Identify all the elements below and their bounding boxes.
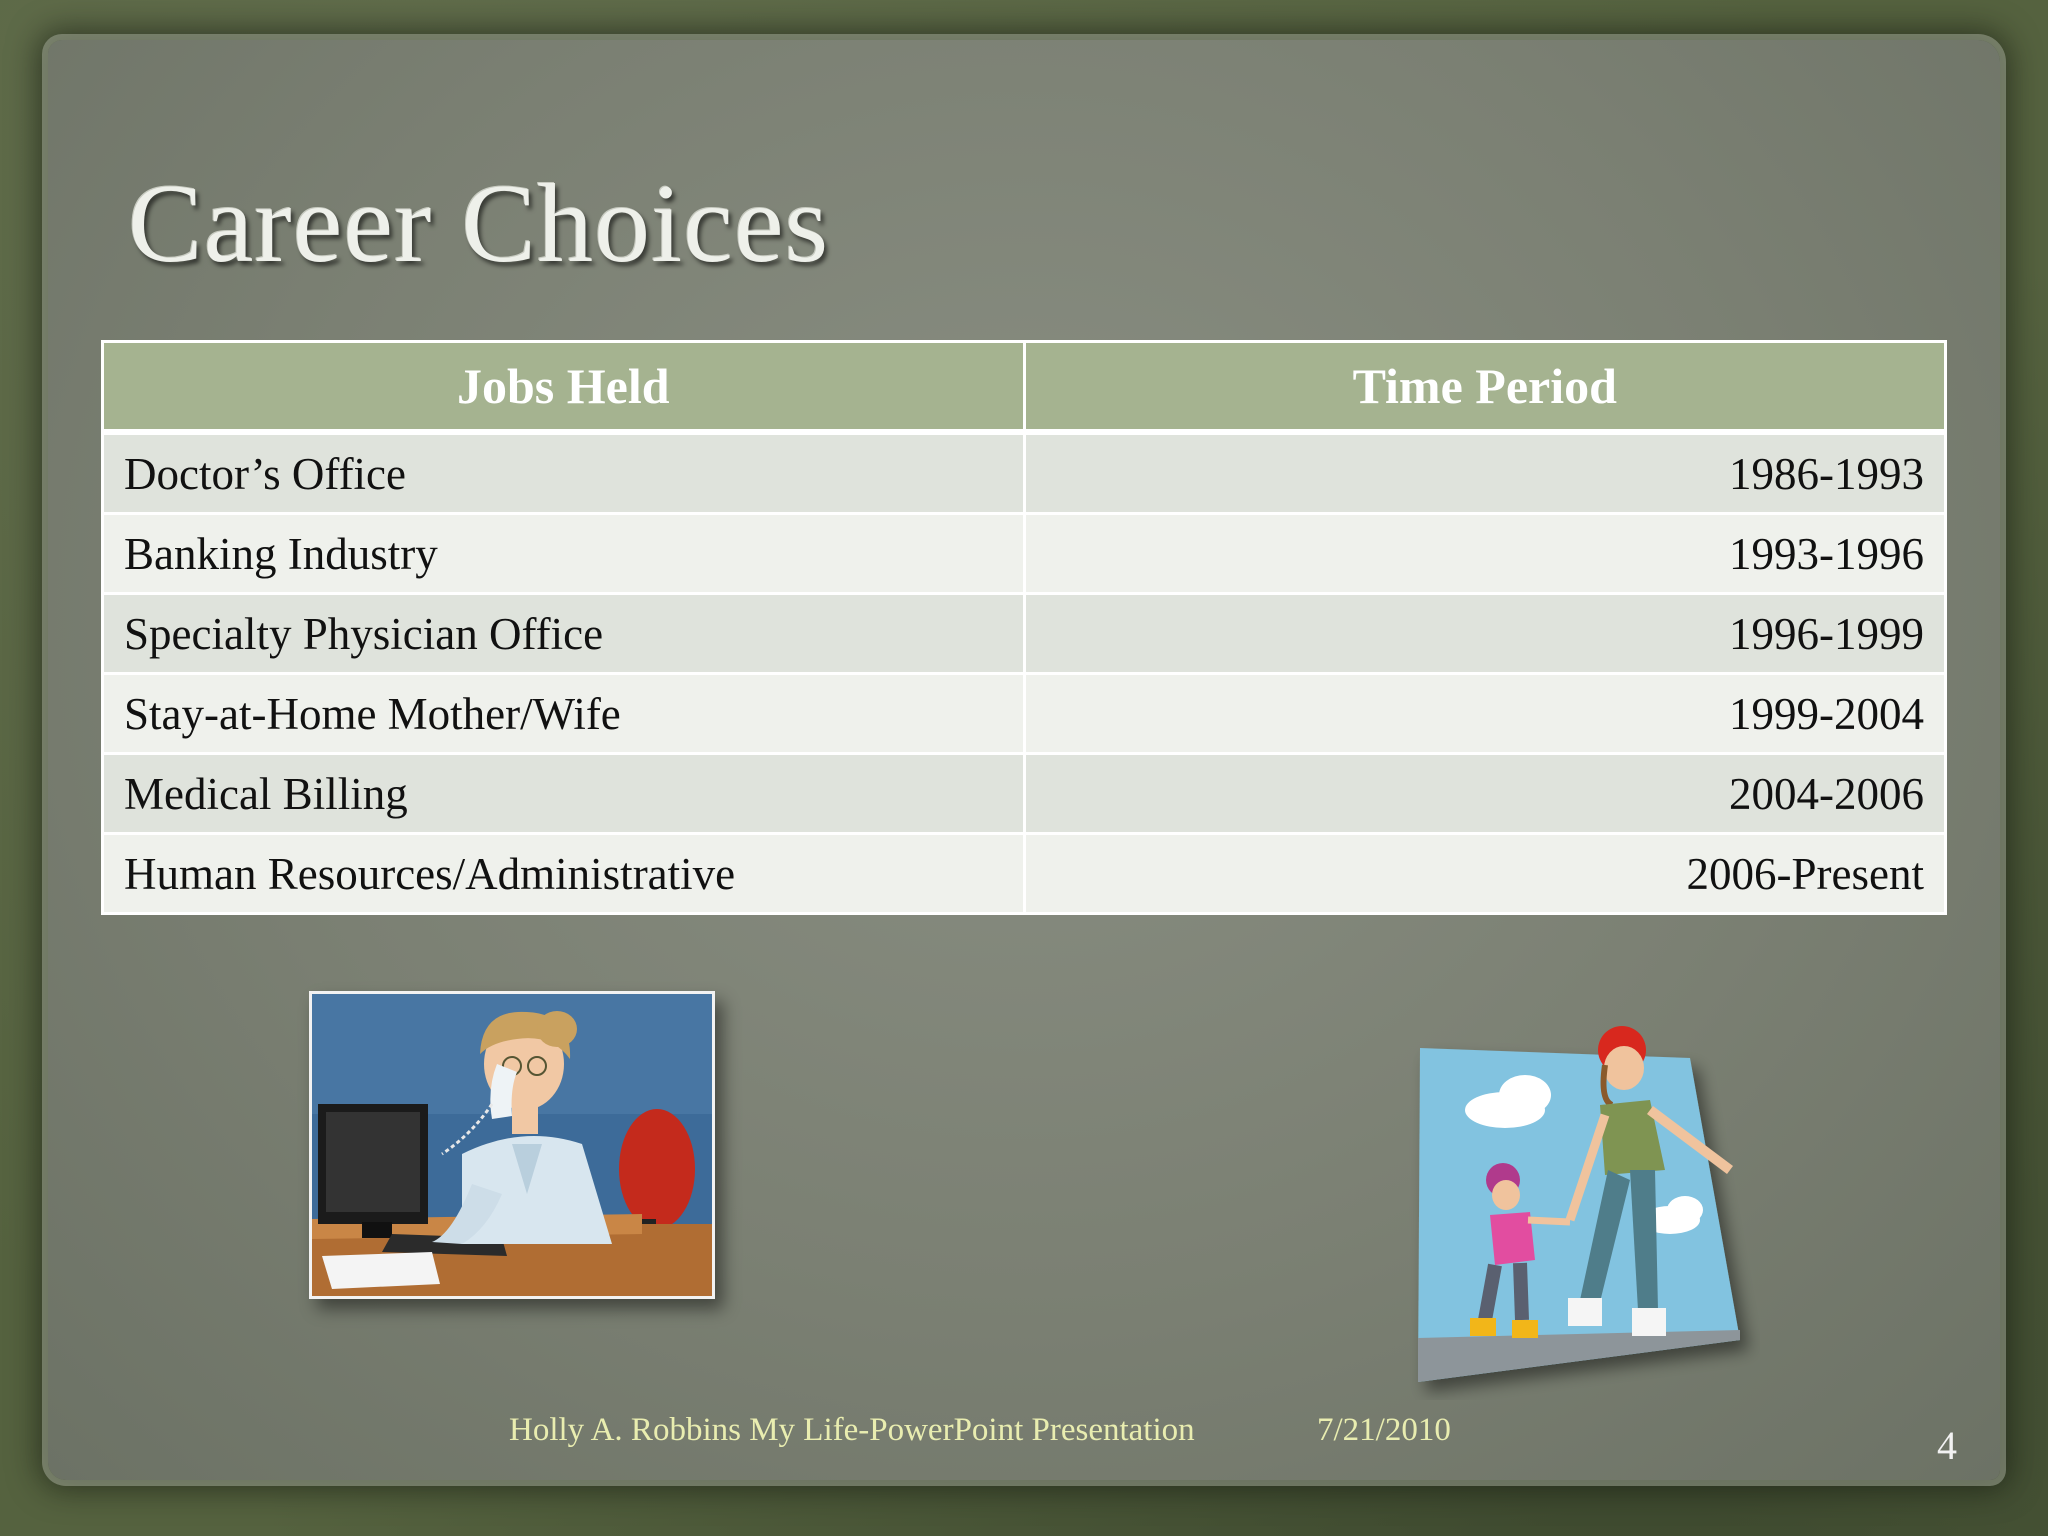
header-jobs-held: Jobs Held: [103, 342, 1025, 433]
rollerblading-image: [1400, 1020, 1760, 1400]
table-row: [103, 674, 1946, 754]
period-cell: 2006-Present: [1024, 834, 1946, 914]
table-row: [103, 754, 1946, 834]
period-cell: 1993-1996: [1024, 514, 1946, 594]
table-row: [103, 594, 1946, 674]
period-cell: 2004-2006: [1024, 754, 1946, 834]
job-cell: Banking Industry: [103, 514, 1025, 594]
job-cell: Human Resources/Administrative: [103, 834, 1025, 914]
job-cell: Doctor’s Office: [103, 432, 1025, 514]
period-cell: 1999-2004: [1024, 674, 1946, 754]
office-worker-illustration: [312, 994, 712, 1296]
table-row: [103, 834, 1946, 914]
career-table: [101, 340, 1947, 915]
table-row: [103, 514, 1946, 594]
slide-title: Career Choices: [128, 162, 830, 286]
footer-date: 7/21/2010: [1317, 1412, 1451, 1448]
job-cell: Stay-at-Home Mother/Wife: [103, 674, 1025, 754]
table-header-row: [103, 342, 1946, 433]
job-cell: Specialty Physician Office: [103, 594, 1025, 674]
office-worker-image: [309, 991, 715, 1299]
footer-presentation-title: Holly A. Robbins My Life-PowerPoint Presentation: [509, 1412, 1195, 1448]
period-cell: 1996-1999: [1024, 594, 1946, 674]
table-row: [103, 432, 1946, 514]
job-cell: Medical Billing: [103, 754, 1025, 834]
header-time-period: Time Period: [1024, 342, 1946, 433]
slide-number: 4: [1937, 1423, 1957, 1468]
period-cell: 1986-1993: [1024, 432, 1946, 514]
mother-daughter-rollerblading-illustration: [1418, 1048, 1740, 1382]
